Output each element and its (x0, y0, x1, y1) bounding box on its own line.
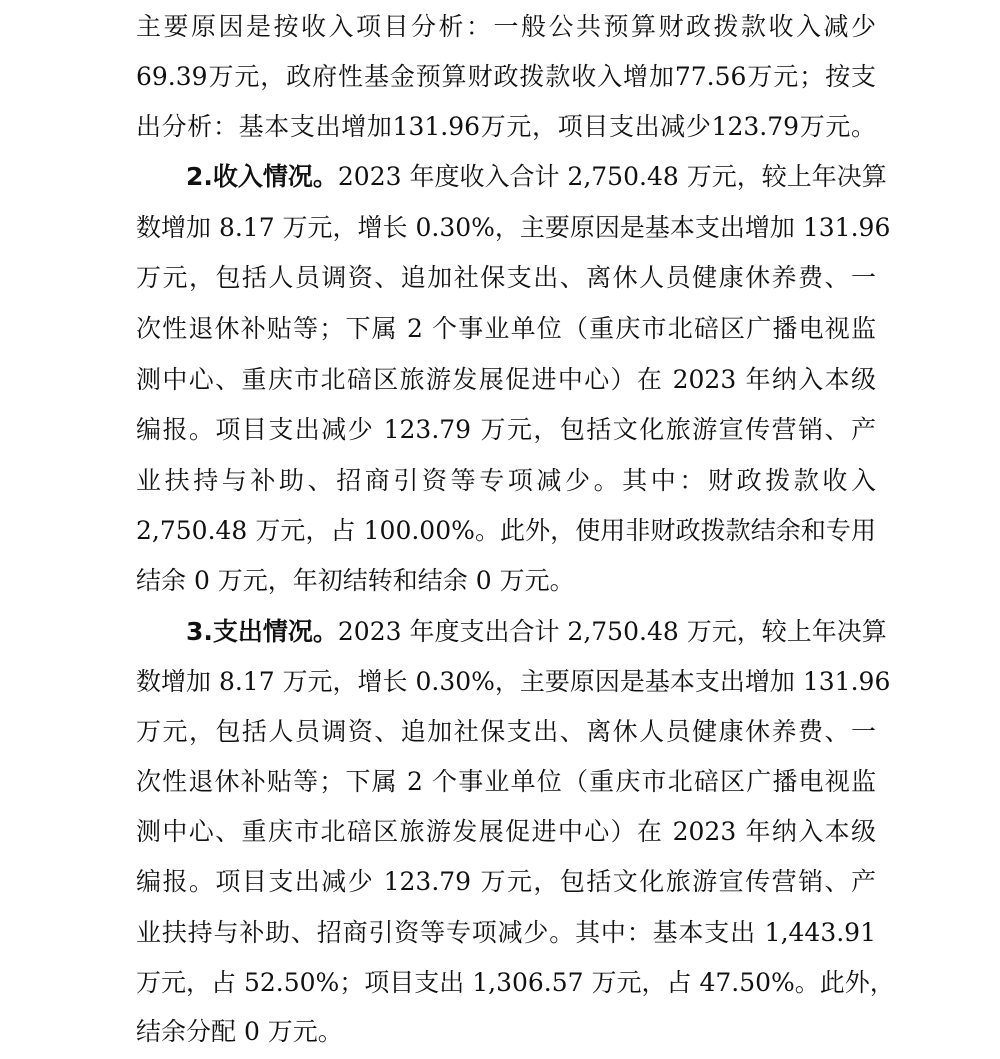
paragraph1-line-3: 出分析：基本支出增加131.96万元，项目支出减少123.79万元。 (136, 112, 876, 141)
income-first-line-text: 2023 年度收入合计 2,750.48 万元，较上年决算 (337, 162, 887, 191)
paragraph2-line-7: 业扶持与补助、招商引资等专项减少。其中：财政拨款收入 (136, 466, 876, 495)
expenditure-first-line-text: 2023 年度支出合计 2,750.48 万元，较上年决算 (337, 617, 887, 646)
paragraph2-line-3: 万元，包括人员调资、追加社保支出、离休人员健康休养费、一 (136, 263, 876, 292)
paragraph3-line-6: 编报。项目支出减少 123.79 万元，包括文化旅游宣传营销、产 (136, 867, 876, 896)
paragraph1-line-2: 69.39万元，政府性基金预算财政拨款收入增加77.56万元；按支 (136, 62, 876, 91)
paragraph1-line-1: 主要原因是按收入项目分析：一般公共预算财政拨款收入减少 (136, 12, 876, 41)
income-heading: 2.收入情况。 (186, 162, 338, 191)
paragraph3-line-4: 次性退休补贴等；下属 2 个事业单位（重庆市北碚区广播电视监 (136, 767, 876, 796)
paragraph3-line-8: 万元，占 52.50%；项目支出 1,306.57 万元，占 47.50%。此外， (136, 968, 895, 997)
paragraph2-line-4: 次性退休补贴等；下属 2 个事业单位（重庆市北碚区广播电视监 (136, 314, 876, 343)
paragraph2-line-8: 2,750.48 万元，占 100.00%。此外，使用非财政拨款结余和专用 (136, 516, 876, 545)
paragraph3-line-5: 测中心、重庆市北碚区旅游发展促进中心）在 2023 年纳入本级 (136, 817, 876, 846)
paragraph3-line-9: 结余分配 0 万元。 (136, 1017, 343, 1046)
paragraph2-line-5: 测中心、重庆市北碚区旅游发展促进中心）在 2023 年纳入本级 (136, 365, 876, 394)
paragraph2-line-2: 数增加 8.17 万元，增长 0.30%，主要原因是基本支出增加 131.96 (136, 213, 891, 242)
paragraph3-line-7: 业扶持与补助、招商引资等专项减少。其中：基本支出 1,443.91 (136, 918, 876, 947)
paragraph2-line-1 (186, 151, 887, 203)
paragraph2-line-9: 结余 0 万元，年初结转和结余 0 万元。 (136, 566, 575, 595)
paragraph3-line-1 (186, 606, 887, 658)
paragraph2-line-6: 编报。项目支出减少 123.79 万元，包括文化旅游宣传营销、产 (136, 415, 876, 444)
paragraph3-line-3: 万元，包括人员调资、追加社保支出、离休人员健康休养费、一 (136, 717, 876, 746)
expenditure-heading: 3.支出情况。 (186, 617, 338, 646)
paragraph3-line-2: 数增加 8.17 万元，增长 0.30%，主要原因是基本支出增加 131.96 (136, 667, 891, 696)
